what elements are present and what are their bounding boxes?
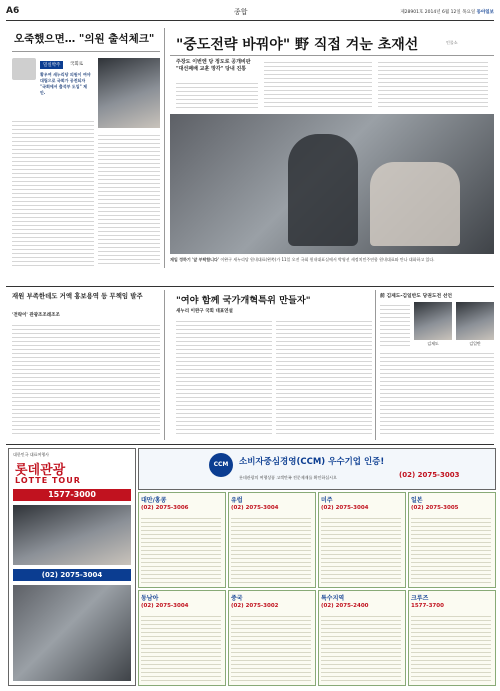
bottom-mid-text-1: [176, 318, 272, 436]
lotte-main-phone: 1577-3000: [13, 489, 131, 501]
tour-cell-7: 특수지역 (02) 2075-2400: [318, 590, 406, 686]
lotte-sub-phone: (02) 2075-3004: [13, 569, 131, 581]
ad-tag: 대한민국 대표여행사: [13, 452, 50, 457]
bottom-left-headline: 재원 부족한데도 거액 홍보용역 등 무책임 발주: [12, 292, 143, 300]
paper-name: 동아일보: [476, 10, 494, 15]
ad-photo-2: [13, 585, 131, 681]
issue-info: [400, 9, 494, 15]
column-author: 국회로: [70, 62, 84, 67]
column-body-text: [12, 118, 94, 266]
bottom-mid-article: [170, 290, 372, 440]
bottom-mid-text-2: [276, 318, 372, 436]
feature-headline-note: 인물소: [446, 40, 458, 45]
tour-cell-6: 중국 (02) 2075-3002: [228, 590, 316, 686]
column-lead: 황우여 새누리당 의원이 여야 대립으로 국회가 공전되자 "국회에서 출석부 도입" 제안.: [40, 72, 91, 95]
bottom-right-text: [380, 350, 494, 436]
photo-figure: [288, 134, 358, 246]
feature-photo: [170, 114, 494, 254]
tour-cell-3: 미주 (02) 2075-3004: [318, 492, 406, 588]
lotte-logo-en: LOTTE TOUR: [15, 476, 81, 485]
photo-figure-2: [370, 162, 460, 246]
column-article: [12, 28, 160, 268]
lotte-tour-ad: [8, 448, 136, 686]
section-label: 종합: [234, 8, 248, 16]
page-number: A6: [6, 6, 20, 16]
tour-grid: [138, 492, 494, 684]
feature-col1-text: [176, 80, 258, 110]
lotte-logo-ko: 롯데관광: [15, 463, 66, 478]
bottom-mid-sub: 새누리 이완구 국회 대표연설: [176, 309, 233, 314]
tour-cell-2: 유럽 (02) 2075-3004: [228, 492, 316, 588]
portrait-a-name: 김제도: [427, 341, 439, 346]
author-avatar: [12, 58, 36, 80]
ccm-title: 소비자중심경영(CCM) 우수기업 인증!: [239, 457, 385, 467]
bottom-left-text: [12, 322, 160, 436]
bottom-mid-headline: "여야 함께 국가개혁특위 만들자": [176, 295, 311, 306]
portrait-a: [414, 302, 452, 340]
portrait-b: [456, 302, 494, 340]
column-title: 오죽했으면… "의원 출석체크": [14, 33, 155, 45]
tour-cell-4: 일본 (02) 2075-3005: [408, 492, 496, 588]
bottom-right-headline: 前 김제도-김일반도 당권도전 선언: [380, 294, 453, 299]
caption-title: 재입 정하기 '앞 부탁합니다': [170, 257, 220, 262]
feature-photo-caption: [170, 257, 494, 262]
feature-col3-text: [378, 59, 488, 110]
bottom-left-sub: '전략이' 관광조조레조조: [12, 313, 60, 318]
tour-cell-8: 크루즈 1577-3700: [408, 590, 496, 686]
feature-headline: "중도전략 바꿔야" 野 직접 겨눈 초재선: [176, 37, 419, 53]
ccm-sub: 롯데관광의 여행상품 고객만족 전문제재를 확인하십시오: [239, 475, 337, 480]
column-body-text-2: [98, 132, 160, 266]
feature-article: [170, 28, 494, 280]
tour-cell-5: 동남아 (02) 2075-3004: [138, 590, 226, 686]
ccm-phone: (02) 2075-3003: [399, 471, 460, 479]
caption-text: 이완구 새누리당 원내대표(왼쪽)가 11일 오전 국회 원내대표실에서 박영선 새정치민주연합 원내대표와 만나 대화하고 있다.: [220, 257, 435, 262]
tour-cell-1: 대만/홍콩 (02) 2075-3006: [138, 492, 226, 588]
column-photo: [98, 58, 160, 128]
feature-col2-text: [264, 59, 372, 110]
portrait-b-name: 김일반: [469, 341, 481, 346]
bottom-right-lead: [380, 302, 410, 348]
feature-subhead: 주장도 이번엔 당 정도로 공개비판 "대선패배 교훈 망각" 당내 진통: [176, 59, 251, 72]
bottom-right-article: [380, 290, 494, 440]
ccm-banner: [138, 448, 496, 490]
bottom-left-article: [12, 290, 160, 440]
page-header: [6, 6, 494, 21]
series-tag: 밀실박주: [40, 61, 63, 69]
issue-date: 제28901호 2014년 6월 12일 목요일: [400, 10, 476, 15]
ccm-badge: CCM: [209, 453, 233, 477]
ad-photo-1: [13, 505, 131, 565]
